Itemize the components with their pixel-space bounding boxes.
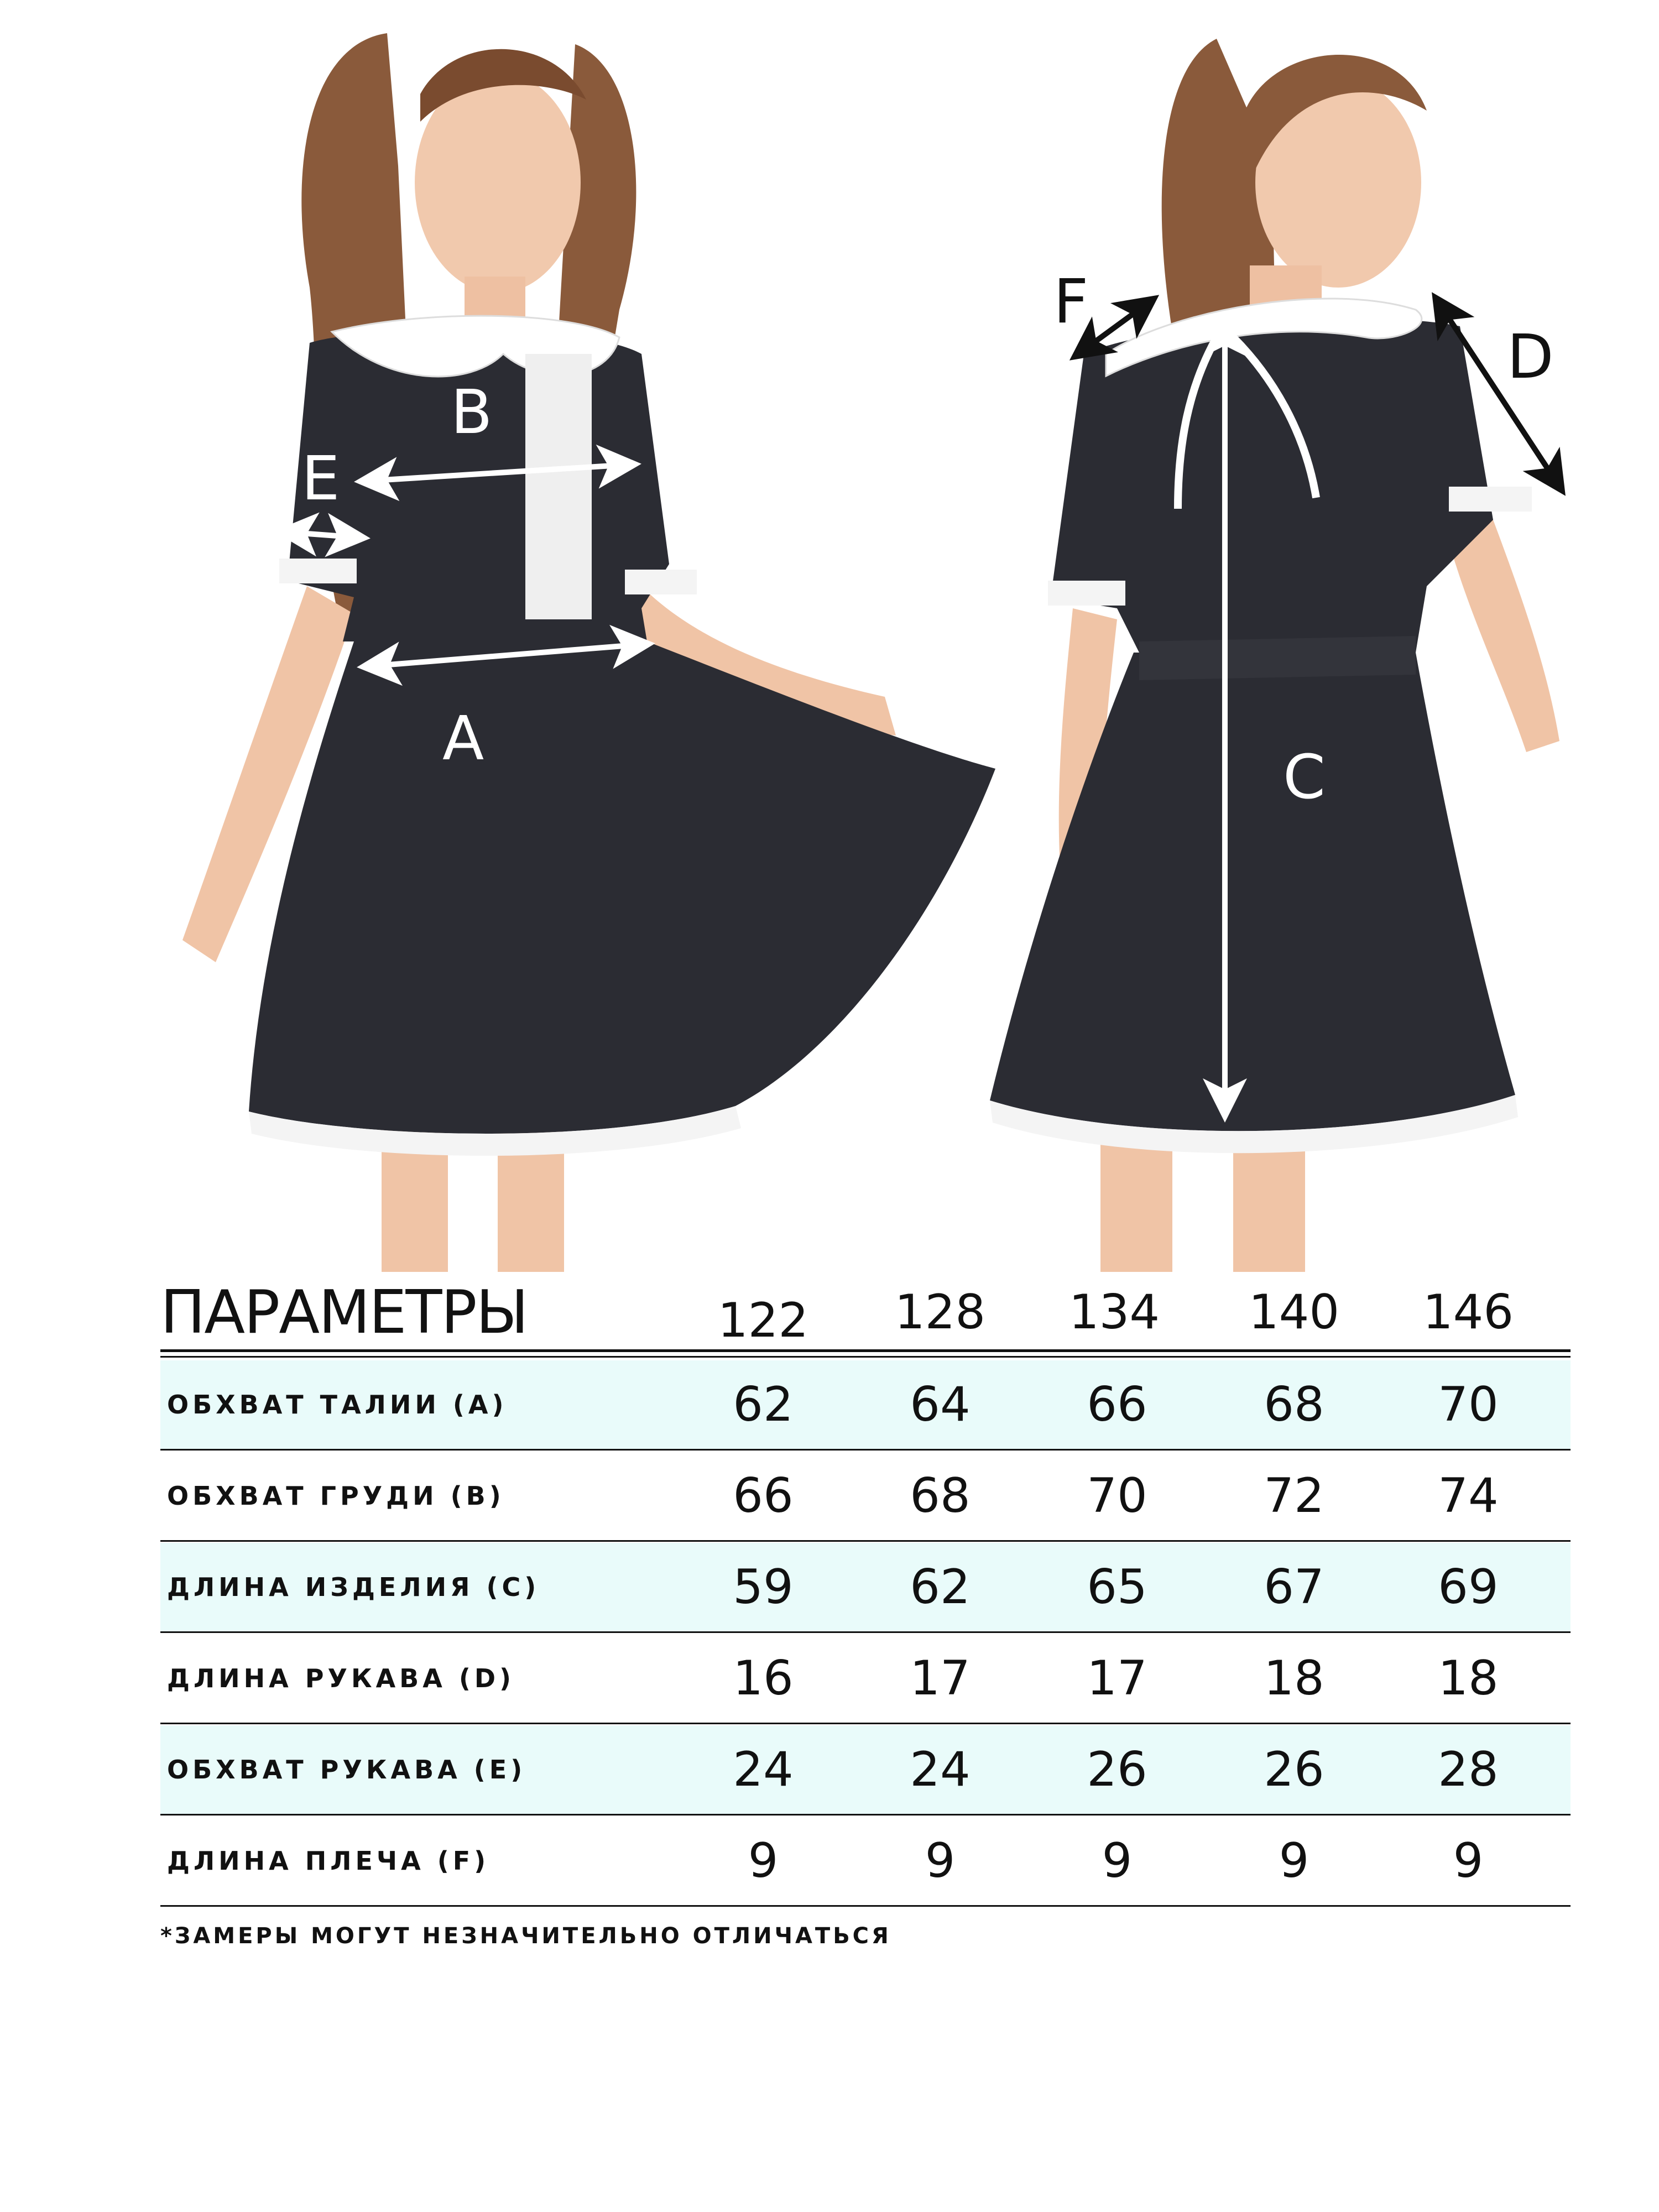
table-cell: 24: [733, 1742, 794, 1797]
table-row: [160, 1543, 1571, 1631]
table-cell: 24: [910, 1742, 971, 1797]
size-header: 140: [1248, 1285, 1340, 1340]
row-label: ОБХВАТ ТАЛИИ (A): [167, 1390, 508, 1420]
table-cell: 17: [1087, 1651, 1147, 1706]
table-cell: 72: [1264, 1468, 1324, 1524]
header-rule: [160, 1356, 1571, 1358]
row-divider: [160, 1449, 1571, 1451]
table-cell: 62: [910, 1559, 971, 1615]
table-cell: 68: [910, 1468, 971, 1524]
row-label: ДЛИНА ПЛЕЧА (F): [167, 1846, 490, 1876]
letter-c: C: [1283, 742, 1326, 812]
letter-e: E: [301, 443, 340, 514]
letter-d: D: [1507, 321, 1554, 392]
table-row: [160, 1452, 1571, 1540]
table-cell: 18: [1264, 1651, 1324, 1706]
row-label: ДЛИНА РУКАВА (D): [167, 1663, 515, 1693]
front-view: [182, 33, 995, 1272]
table-row: [160, 1634, 1571, 1723]
table-cell: 64: [910, 1377, 971, 1432]
letter-f: F: [1053, 266, 1089, 337]
table-cell: 59: [733, 1559, 794, 1615]
table-cell: 16: [733, 1651, 794, 1706]
table-cell: 9: [1102, 1833, 1133, 1888]
table-row: [160, 1725, 1571, 1814]
table-cell: 70: [1087, 1468, 1147, 1524]
table-cell: 66: [1087, 1377, 1147, 1432]
table-cell: 69: [1438, 1559, 1499, 1615]
table-cell: 74: [1438, 1468, 1499, 1524]
back-view: [990, 39, 1559, 1272]
row-label: ДЛИНА ИЗДЕЛИЯ (C): [167, 1572, 540, 1602]
row-divider: [160, 1814, 1571, 1815]
row-divider: [160, 1631, 1571, 1633]
table-cell: 9: [748, 1833, 779, 1888]
row-label: ОБХВАТ РУКАВА (E): [167, 1755, 526, 1785]
row-label: ОБХВАТ ГРУДИ (B): [167, 1481, 505, 1511]
header-rule: [160, 1349, 1571, 1352]
size-header: 146: [1422, 1285, 1514, 1340]
table-row: [160, 1360, 1571, 1449]
table-cell: 17: [910, 1651, 971, 1706]
table-cell: 66: [733, 1468, 794, 1524]
table-cell: 70: [1438, 1377, 1499, 1432]
table-cell: 28: [1438, 1742, 1499, 1797]
row-divider: [160, 1905, 1571, 1907]
size-header: 122: [717, 1293, 809, 1348]
table-cell: 9: [925, 1833, 956, 1888]
table-cell: 62: [733, 1377, 794, 1432]
table-cell: 68: [1264, 1377, 1324, 1432]
table-cell: 9: [1453, 1833, 1484, 1888]
table-cell: 65: [1087, 1559, 1147, 1615]
table-cell: 18: [1438, 1651, 1499, 1706]
row-divider: [160, 1723, 1571, 1724]
table-cell: 26: [1264, 1742, 1324, 1797]
size-table: [160, 1272, 1571, 1888]
size-header: 134: [1068, 1285, 1160, 1340]
table-cell: 9: [1279, 1833, 1310, 1888]
table-title: ПАРАМЕТРЫ: [160, 1278, 528, 1347]
letter-b: B: [451, 377, 493, 447]
letter-a: A: [442, 703, 484, 774]
size-header: 128: [894, 1285, 986, 1340]
row-divider: [160, 1540, 1571, 1542]
footnote: *ЗАМЕРЫ МОГУТ НЕЗНАЧИТЕЛЬНО ОТЛИЧАТЬСЯ: [160, 1923, 891, 1949]
table-cell: 26: [1087, 1742, 1147, 1797]
table-cell: 67: [1264, 1559, 1324, 1615]
table-row: [160, 1817, 1571, 1905]
